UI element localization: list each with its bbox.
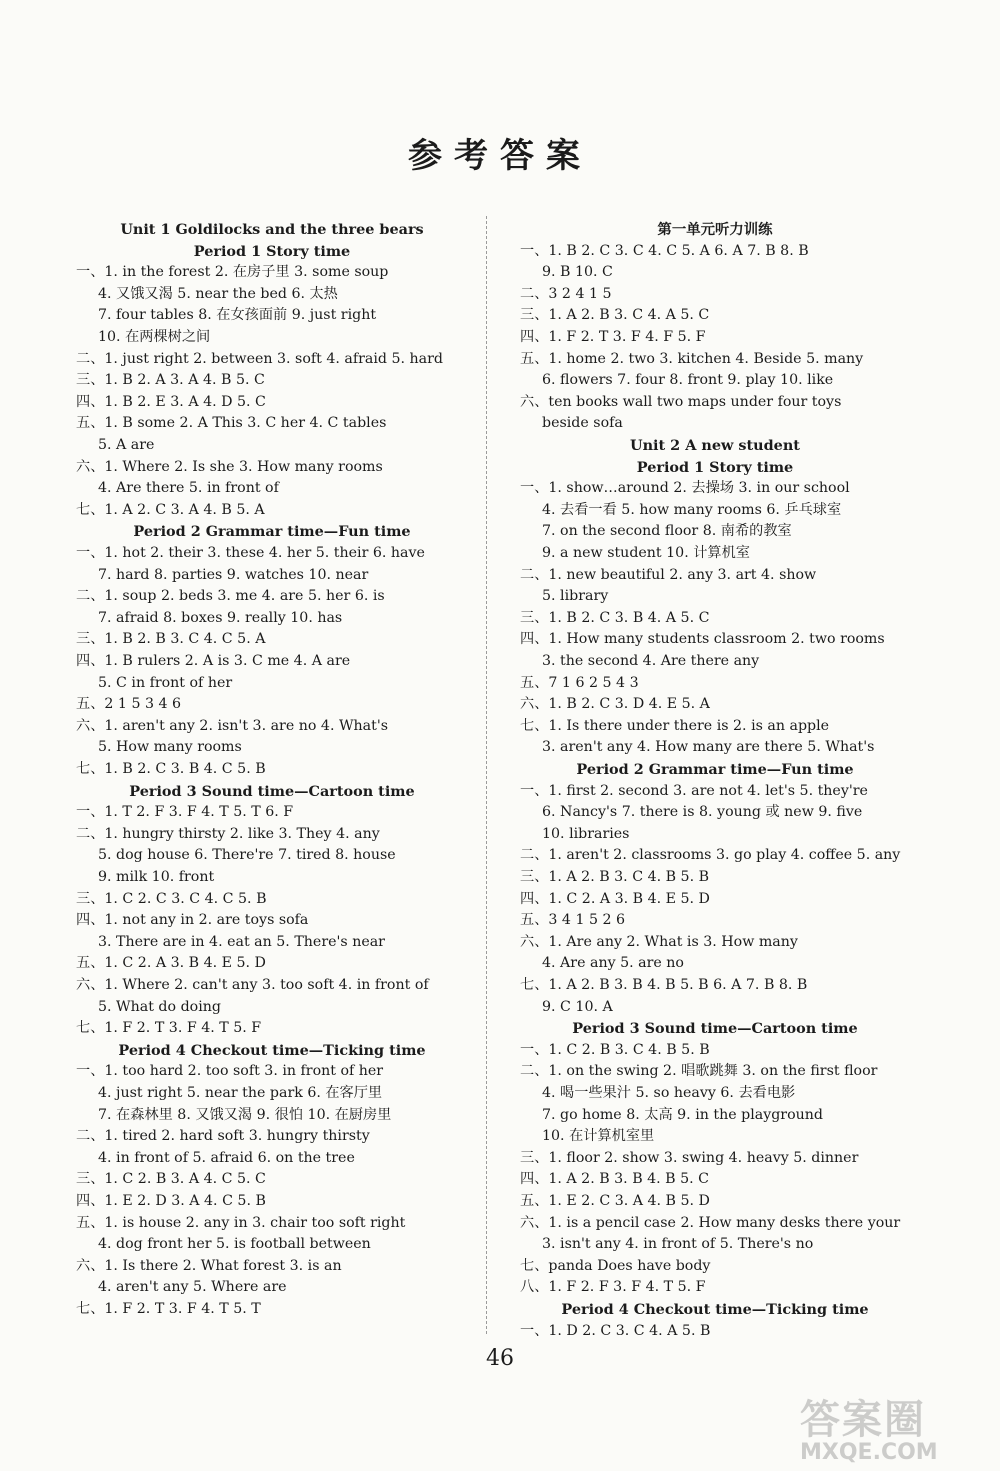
answer-line: 六、1. is a pencil case 2. How many desks there your (520, 1214, 901, 1231)
answer-line: 二、1. on the swing 2. 唱歌跳舞 3. on the first floor (520, 1063, 878, 1080)
answer-line: 四、1. A 2. B 3. B 4. B 5. C (520, 1171, 710, 1188)
answer-line: 5. library (542, 588, 609, 605)
watermark-url: MXQE.COM (800, 1440, 938, 1465)
answer-line: 二、3 2 4 1 5 (520, 285, 612, 302)
answer-line: 七、1. B 2. C 3. B 4. C 5. B (76, 761, 266, 777)
answer-line: 四、1. C 2. A 3. B 4. E 5. D (520, 890, 710, 907)
answer-line: 10. 在计算机室里 (542, 1128, 655, 1145)
section-heading: Period 1 Story time (193, 242, 351, 260)
answer-line: 七、panda Does have body (520, 1257, 711, 1274)
answer-line: 三、1. floor 2. show 3. swing 4. heavy 5. dinner (520, 1149, 859, 1166)
answer-line: 5. dog house 6. There're 7. tired 8. house (98, 847, 396, 864)
answer-line: 4. 喝一些果汁 5. so heavy 6. 去看电影 (542, 1085, 796, 1101)
answer-line: 一、1. T 2. F 3. F 4. T 5. T 6. F (76, 804, 294, 821)
section-heading: Period 1 Story time (636, 458, 794, 476)
answer-line: 三、1. B 2. B 3. C 4. C 5. A (76, 631, 266, 648)
answer-line: 三、1. C 2. B 3. A 4. C 5. C (76, 1171, 266, 1188)
answer-line: 一、1. too hard 2. too soft 3. in front of her (76, 1063, 384, 1080)
answer-line: 五、1. B some 2. A This 3. C her 4. C tables (76, 415, 387, 432)
answer-line: 一、1. D 2. C 3. C 4. A 5. B (520, 1322, 711, 1339)
answer-line: 七、1. F 2. T 3. F 4. T 5. T (76, 1301, 261, 1317)
answer-line: 三、1. A 2. B 3. C 4. A 5. C (520, 307, 710, 324)
section-heading: 第一单元听力训练 (657, 221, 773, 238)
answer-line: 5. C in front of her (98, 674, 233, 691)
answer-line: 3. There are in 4. eat an 5. There's near (98, 933, 385, 950)
section-heading: Period 3 Sound time—Cartoon time (572, 1020, 858, 1038)
answer-line: 七、1. F 2. T 3. F 4. T 5. F (76, 1020, 262, 1037)
answer-line: 六、1. aren't any 2. isn't 3. are no 4. What's (76, 717, 389, 734)
answer-line: 三、1. C 2. C 3. C 4. C 5. B (76, 890, 267, 907)
answer-line: 四、1. not any in 2. are toys sofa (76, 912, 309, 929)
answer-line: 5. What do doing (98, 998, 221, 1015)
answer-line: 3. isn't any 4. in front of 5. There's no (542, 1236, 814, 1253)
answer-line: 四、1. How many students classroom 2. two rooms (520, 631, 885, 648)
answer-line: 9. C 10. A (542, 998, 613, 1015)
section-heading: Unit 1 Goldilocks and the three bears (120, 221, 424, 238)
answer-line: 二、1. just right 2. between 3. soft 4. afraid 5. hard (76, 350, 443, 367)
answer-line: 4. 又饿又渴 5. near the bed 6. 太热 (98, 285, 338, 302)
answer-line: 4. Are any 5. are no (542, 955, 684, 972)
answer-line: 一、1. show…around 2. 去操场 3. in our school (520, 480, 850, 497)
section-heading: Unit 2 A new student (630, 437, 800, 454)
answer-line: 二、1. aren't 2. classrooms 3. go play 4. coffee 5. any (520, 847, 901, 864)
answer-line: 10. libraries (542, 825, 630, 842)
answer-line: 六、1. Are any 2. What is 3. How many (520, 933, 798, 950)
answer-line: 五、2 1 5 3 4 6 (76, 696, 182, 713)
answer-line: 3. the second 4. Are there any (542, 653, 760, 669)
section-heading: Period 2 Grammar time—Fun time (576, 761, 854, 778)
answer-line: 5. How many rooms (98, 739, 242, 756)
answer-line: 9. a new student 10. 计算机室 (542, 545, 750, 561)
answer-line: 七、1. Is there under there is 2. is an apple (520, 717, 830, 734)
answer-line: 7. afraid 8. boxes 9. really 10. has (98, 609, 343, 626)
answer-line: 9. B 10. C (542, 264, 613, 281)
answer-line: 7. go home 8. 太高 9. in the playground (542, 1106, 823, 1123)
answer-line: 六、1. Is there 2. What forest 3. is an (76, 1257, 342, 1274)
answer-line: 八、1. F 2. F 3. F 4. T 5. F (520, 1279, 706, 1296)
answer-line: 一、1. C 2. B 3. C 4. B 5. B (520, 1041, 710, 1058)
section-heading: Period 4 Checkout time—Ticking time (561, 1301, 869, 1318)
answer-line: 六、1. Where 2. Is she 3. How many rooms (76, 458, 383, 475)
answer-line: 5. A are (98, 437, 155, 453)
answer-line: 一、1. hot 2. their 3. these 4. her 5. their 6. have (76, 545, 425, 561)
answer-line: beside sofa (542, 415, 623, 432)
answer-line: 四、1. F 2. T 3. F 4. F 5. F (520, 329, 706, 345)
page-number: 46 (486, 1346, 514, 1371)
answer-line: 七、1. A 2. B 3. B 4. B 5. B 6. A 7. B 8. B (520, 977, 808, 993)
answer-line: 7. on the second floor 8. 南希的教室 (542, 523, 792, 540)
answer-line: 4. dog front her 5. is football between (98, 1236, 371, 1253)
answer-line: 三、1. B 2. A 3. A 4. B 5. C (76, 372, 265, 389)
answer-line: 二、1. soup 2. beds 3. me 4. are 5. her 6. is (76, 588, 385, 605)
answer-line: 4. just right 5. near the park 6. 在客厅里 (98, 1085, 383, 1101)
answer-line: 五、1. E 2. C 3. A 4. B 5. D (520, 1193, 710, 1209)
answer-line: 7. hard 8. parties 9. watches 10. near (98, 566, 369, 583)
answer-line: 六、ten books wall two maps under four toys (520, 393, 842, 410)
answer-line: 一、1. B 2. C 3. C 4. C 5. A 6. A 7. B 8. B (520, 242, 809, 259)
section-heading: Period 2 Grammar time—Fun time (133, 523, 411, 541)
answer-line: 七、1. A 2. C 3. A 4. B 5. A (76, 501, 265, 518)
answer-line: 4. aren't any 5. Where are (98, 1279, 287, 1296)
watermark-logo-text: 答案圈 (800, 1397, 926, 1443)
answer-line: 二、1. hungry thirsty 2. like 3. They 4. any (76, 825, 380, 842)
answer-line: 一、1. first 2. second 3. are not 4. let's 5. they're (520, 782, 868, 799)
answer-line: 三、1. B 2. C 3. B 4. A 5. C (520, 609, 710, 626)
answer-line: 六、1. B 2. C 3. D 4. E 5. A (520, 696, 710, 713)
answer-line: 三、1. A 2. B 3. C 4. B 5. B (520, 869, 710, 885)
answer-line: 五、1. is house 2. any in 3. chair too soft right (76, 1214, 406, 1231)
answer-line: 6. flowers 7. four 8. front 9. play 10. like (542, 372, 834, 389)
answer-line: 一、1. in the forest 2. 在房子里 3. some soup (76, 264, 389, 281)
section-heading: Period 4 Checkout time—Ticking time (118, 1041, 426, 1059)
answer-line: 4. 去看一看 5. how many rooms 6. 乒乓球室 (542, 501, 842, 518)
answer-line: 4. in front of 5. afraid 6. on the tree (98, 1149, 355, 1166)
page-title: 参考答案 (408, 136, 592, 176)
column-divider (486, 216, 487, 1334)
answer-line: 五、1. C 2. A 3. B 4. E 5. D (76, 955, 266, 972)
watermark-logo (800, 1398, 980, 1464)
answer-line: 五、7 1 6 2 5 4 3 (520, 674, 639, 691)
answer-line: 五、1. home 2. two 3. kitchen 4. Beside 5. many (520, 350, 864, 367)
answer-line: 7. four tables 8. 在女孩面前 9. just right (98, 307, 377, 324)
answer-line: 二、1. new beautiful 2. any 3. art 4. show (520, 566, 817, 583)
answer-line: 二、1. tired 2. hard soft 3. hungry thirsty (76, 1128, 370, 1145)
answer-line: 9. milk 10. front (98, 869, 215, 885)
answer-line: 四、1. B 2. E 3. A 4. D 5. C (76, 393, 266, 410)
answer-line: 6. Nancy's 7. there is 8. young 或 new 9. five (542, 804, 863, 821)
answer-line: 7. 在森林里 8. 又饿又渴 9. 很怕 10. 在厨房里 (98, 1106, 392, 1123)
answer-line: 四、1. B rulers 2. A is 3. C me 4. A are (76, 653, 351, 669)
section-heading: Period 3 Sound time—Cartoon time (129, 782, 415, 800)
answer-line: 四、1. E 2. D 3. A 4. C 5. B (76, 1193, 266, 1209)
answer-line: 10. 在两棵树之间 (98, 329, 211, 345)
answer-line: 六、1. Where 2. can't any 3. too soft 4. in front of (76, 977, 429, 993)
answer-line: 五、3 4 1 5 2 6 (520, 912, 626, 929)
answer-line: 4. Are there 5. in front of (98, 480, 279, 497)
answer-line: 3. aren't any 4. How many are there 5. What's (542, 739, 875, 756)
